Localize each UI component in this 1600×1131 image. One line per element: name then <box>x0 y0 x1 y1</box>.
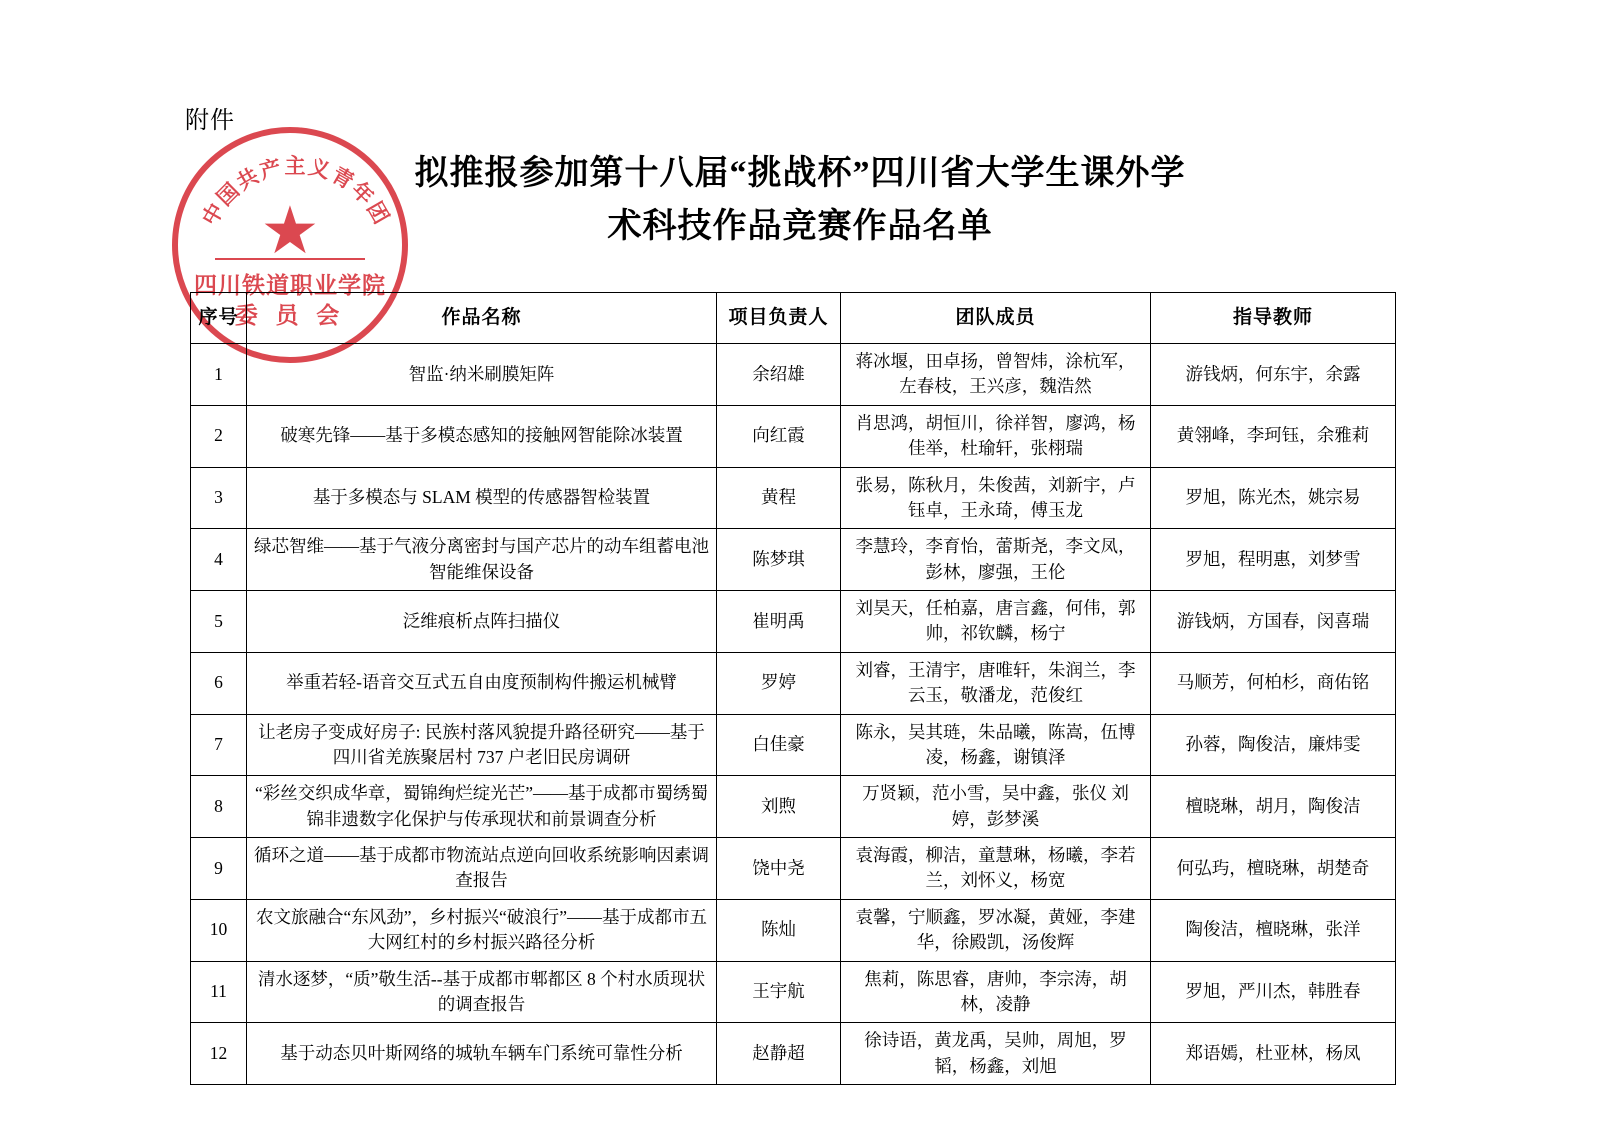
page-title-line-1: 拟推报参加第十八届“挑战杯”四川省大学生课外学 <box>414 155 1186 192</box>
cell-title: 泛维痕析点阵扫描仪 <box>247 591 717 653</box>
cell-teacher: 黄翎峰，李珂钰，余雅莉 <box>1151 405 1396 467</box>
seal-organization: 四川铁道职业学院 <box>194 273 386 299</box>
cell-teacher: 何弘玙，檀晓琳，胡楚奇 <box>1151 838 1396 900</box>
cell-members: 陈永，吴其琏，朱品曦，陈嵩，伍博凌，杨鑫，谢镇泽 <box>841 714 1151 776</box>
cell-teacher: 游钱炳，方国春，闵喜瑞 <box>1151 591 1396 653</box>
table-row <box>191 1023 1396 1085</box>
cell-members: 徐诗语，黄龙禹，吴帅，周旭，罗韬，杨鑫，刘旭 <box>841 1023 1151 1085</box>
page-title-line-2: 术科技作品竞赛作品名单 <box>607 207 993 245</box>
cell-members: 袁馨，宁顺鑫，罗冰凝，黄娅，李建华，徐殿凯，汤俊辉 <box>841 899 1151 961</box>
cell-no: 10 <box>191 899 247 961</box>
column-header-leader: 项目负责人 <box>717 293 841 344</box>
table-row <box>191 899 1396 961</box>
table-row <box>191 529 1396 591</box>
cell-members: 张易，陈秋月，朱俊茜，刘新宇，卢钰卓，王永琦，傅玉龙 <box>841 467 1151 529</box>
cell-teacher: 游钱炳，何东宇，余露 <box>1151 344 1396 406</box>
cell-no: 6 <box>191 652 247 714</box>
seal-arc-label: 中国共产主义青年团 <box>197 154 395 230</box>
cell-title: 基于动态贝叶斯网络的城轨车辆车门系统可靠性分析 <box>247 1023 717 1085</box>
cell-title: 让老房子变成好房子: 民族村落风貌提升路径研究——基于四川省羌族聚居村 737 户老旧民房调研 <box>247 714 717 776</box>
cell-members: 万贤颖，范小雪，吴中鑫，张仪 刘婷，彭梦溪 <box>841 776 1151 838</box>
column-header-teacher: 指导教师 <box>1151 293 1396 344</box>
cell-teacher: 檀晓琳，胡月，陶俊洁 <box>1151 776 1396 838</box>
cell-leader: 赵静超 <box>717 1023 841 1085</box>
cell-teacher: 马顺芳，何柏杉，商佑铭 <box>1151 652 1396 714</box>
cell-no: 1 <box>191 344 247 406</box>
cell-title: 破寒先锋——基于多模态感知的接触网智能除冰装置 <box>247 405 717 467</box>
cell-teacher: 孙蓉，陶俊洁，廉炜雯 <box>1151 714 1396 776</box>
star-icon: ★ <box>260 194 320 268</box>
table-row <box>191 344 1396 406</box>
cell-leader: 黄程 <box>717 467 841 529</box>
cell-title: 基于多模态与 SLAM 模型的传感器智检装置 <box>247 467 717 529</box>
table-row <box>191 405 1396 467</box>
cell-no: 12 <box>191 1023 247 1085</box>
cell-no: 8 <box>191 776 247 838</box>
cell-title: “彩丝交织成华章，蜀锦绚烂绽光芒”——基于成都市蜀绣蜀锦非遗数字化保护与传承现状和前景调查分析 <box>247 776 717 838</box>
cell-title: 绿芯智维——基于气液分离密封与国产芯片的动车组蓄电池智能维保设备 <box>247 529 717 591</box>
cell-teacher: 罗旭，陈光杰，姚宗易 <box>1151 467 1396 529</box>
seal-committee: 委 员 会 <box>234 302 346 328</box>
cell-members: 焦莉，陈思睿，唐帅，李宗涛，胡林，凌静 <box>841 961 1151 1023</box>
attachment-label: 附件 <box>185 108 235 134</box>
cell-leader: 向红霞 <box>717 405 841 467</box>
cell-teacher: 罗旭，严川杰，韩胜春 <box>1151 961 1396 1023</box>
cell-no: 3 <box>191 467 247 529</box>
cell-no: 4 <box>191 529 247 591</box>
cell-members: 李慧玲，李育怡，蕾斯尧，李文凤，彭林，廖强，王伦 <box>841 529 1151 591</box>
cell-leader: 余绍雄 <box>717 344 841 406</box>
table-row <box>191 652 1396 714</box>
cell-title: 清水逐梦，“质”敬生活--基于成都市郫都区 8 个村水质现状的调查报告 <box>247 961 717 1023</box>
table-row <box>191 591 1396 653</box>
cell-members: 蒋冰堰，田卓扬，曾智炜，涂杭军，左春枝，王兴彦，魏浩然 <box>841 344 1151 406</box>
cell-members: 刘睿，王清宇，唐唯轩，朱润兰，李云玉，敬潘龙，范俊红 <box>841 652 1151 714</box>
table-header-row <box>191 293 1396 344</box>
cell-leader: 陈灿 <box>717 899 841 961</box>
seal-divider <box>215 258 365 260</box>
page-title <box>197 148 1400 253</box>
cell-members: 刘昊天，任柏嘉，唐言鑫，何伟，郭帅，祁钦麟，杨宁 <box>841 591 1151 653</box>
cell-no: 7 <box>191 714 247 776</box>
column-header-members: 团队成员 <box>841 293 1151 344</box>
column-header-no: 序号 <box>191 293 247 344</box>
table-row <box>191 961 1396 1023</box>
cell-teacher: 罗旭，程明惠，刘梦雪 <box>1151 529 1396 591</box>
cell-leader: 陈梦琪 <box>717 529 841 591</box>
cell-no: 11 <box>191 961 247 1023</box>
cell-no: 5 <box>191 591 247 653</box>
cell-leader: 崔明禹 <box>717 591 841 653</box>
table-row <box>191 838 1396 900</box>
cell-members: 肖思鸿，胡恒川，徐祥智，廖鸿，杨佳举，杜瑜轩，张栩瑞 <box>841 405 1151 467</box>
table-row <box>191 714 1396 776</box>
cell-leader: 白佳豪 <box>717 714 841 776</box>
column-header-title: 作品名称 <box>247 293 717 344</box>
cell-leader: 刘煦 <box>717 776 841 838</box>
cell-title: 举重若轻-语音交互式五自由度预制构件搬运机械臂 <box>247 652 717 714</box>
cell-leader: 饶中尧 <box>717 838 841 900</box>
table-row <box>191 467 1396 529</box>
cell-title: 循环之道——基于成都市物流站点逆向回收系统影响因素调查报告 <box>247 838 717 900</box>
cell-no: 9 <box>191 838 247 900</box>
cell-title: 农文旅融合“东风劲”，乡村振兴“破浪行”——基于成都市五大网红村的乡村振兴路径分析 <box>247 899 717 961</box>
works-list-table <box>190 292 1396 1085</box>
table-row <box>191 776 1396 838</box>
cell-leader: 罗婷 <box>717 652 841 714</box>
cell-title: 智监·纳米刷膜矩阵 <box>247 344 717 406</box>
cell-leader: 王宇航 <box>717 961 841 1023</box>
cell-members: 袁海霞，柳洁，童慧琳，杨曦，李若兰，刘怀义，杨宽 <box>841 838 1151 900</box>
cell-teacher: 郑语嫣，杜亚林，杨凤 <box>1151 1023 1396 1085</box>
cell-teacher: 陶俊洁，檀晓琳，张洋 <box>1151 899 1396 961</box>
cell-no: 2 <box>191 405 247 467</box>
